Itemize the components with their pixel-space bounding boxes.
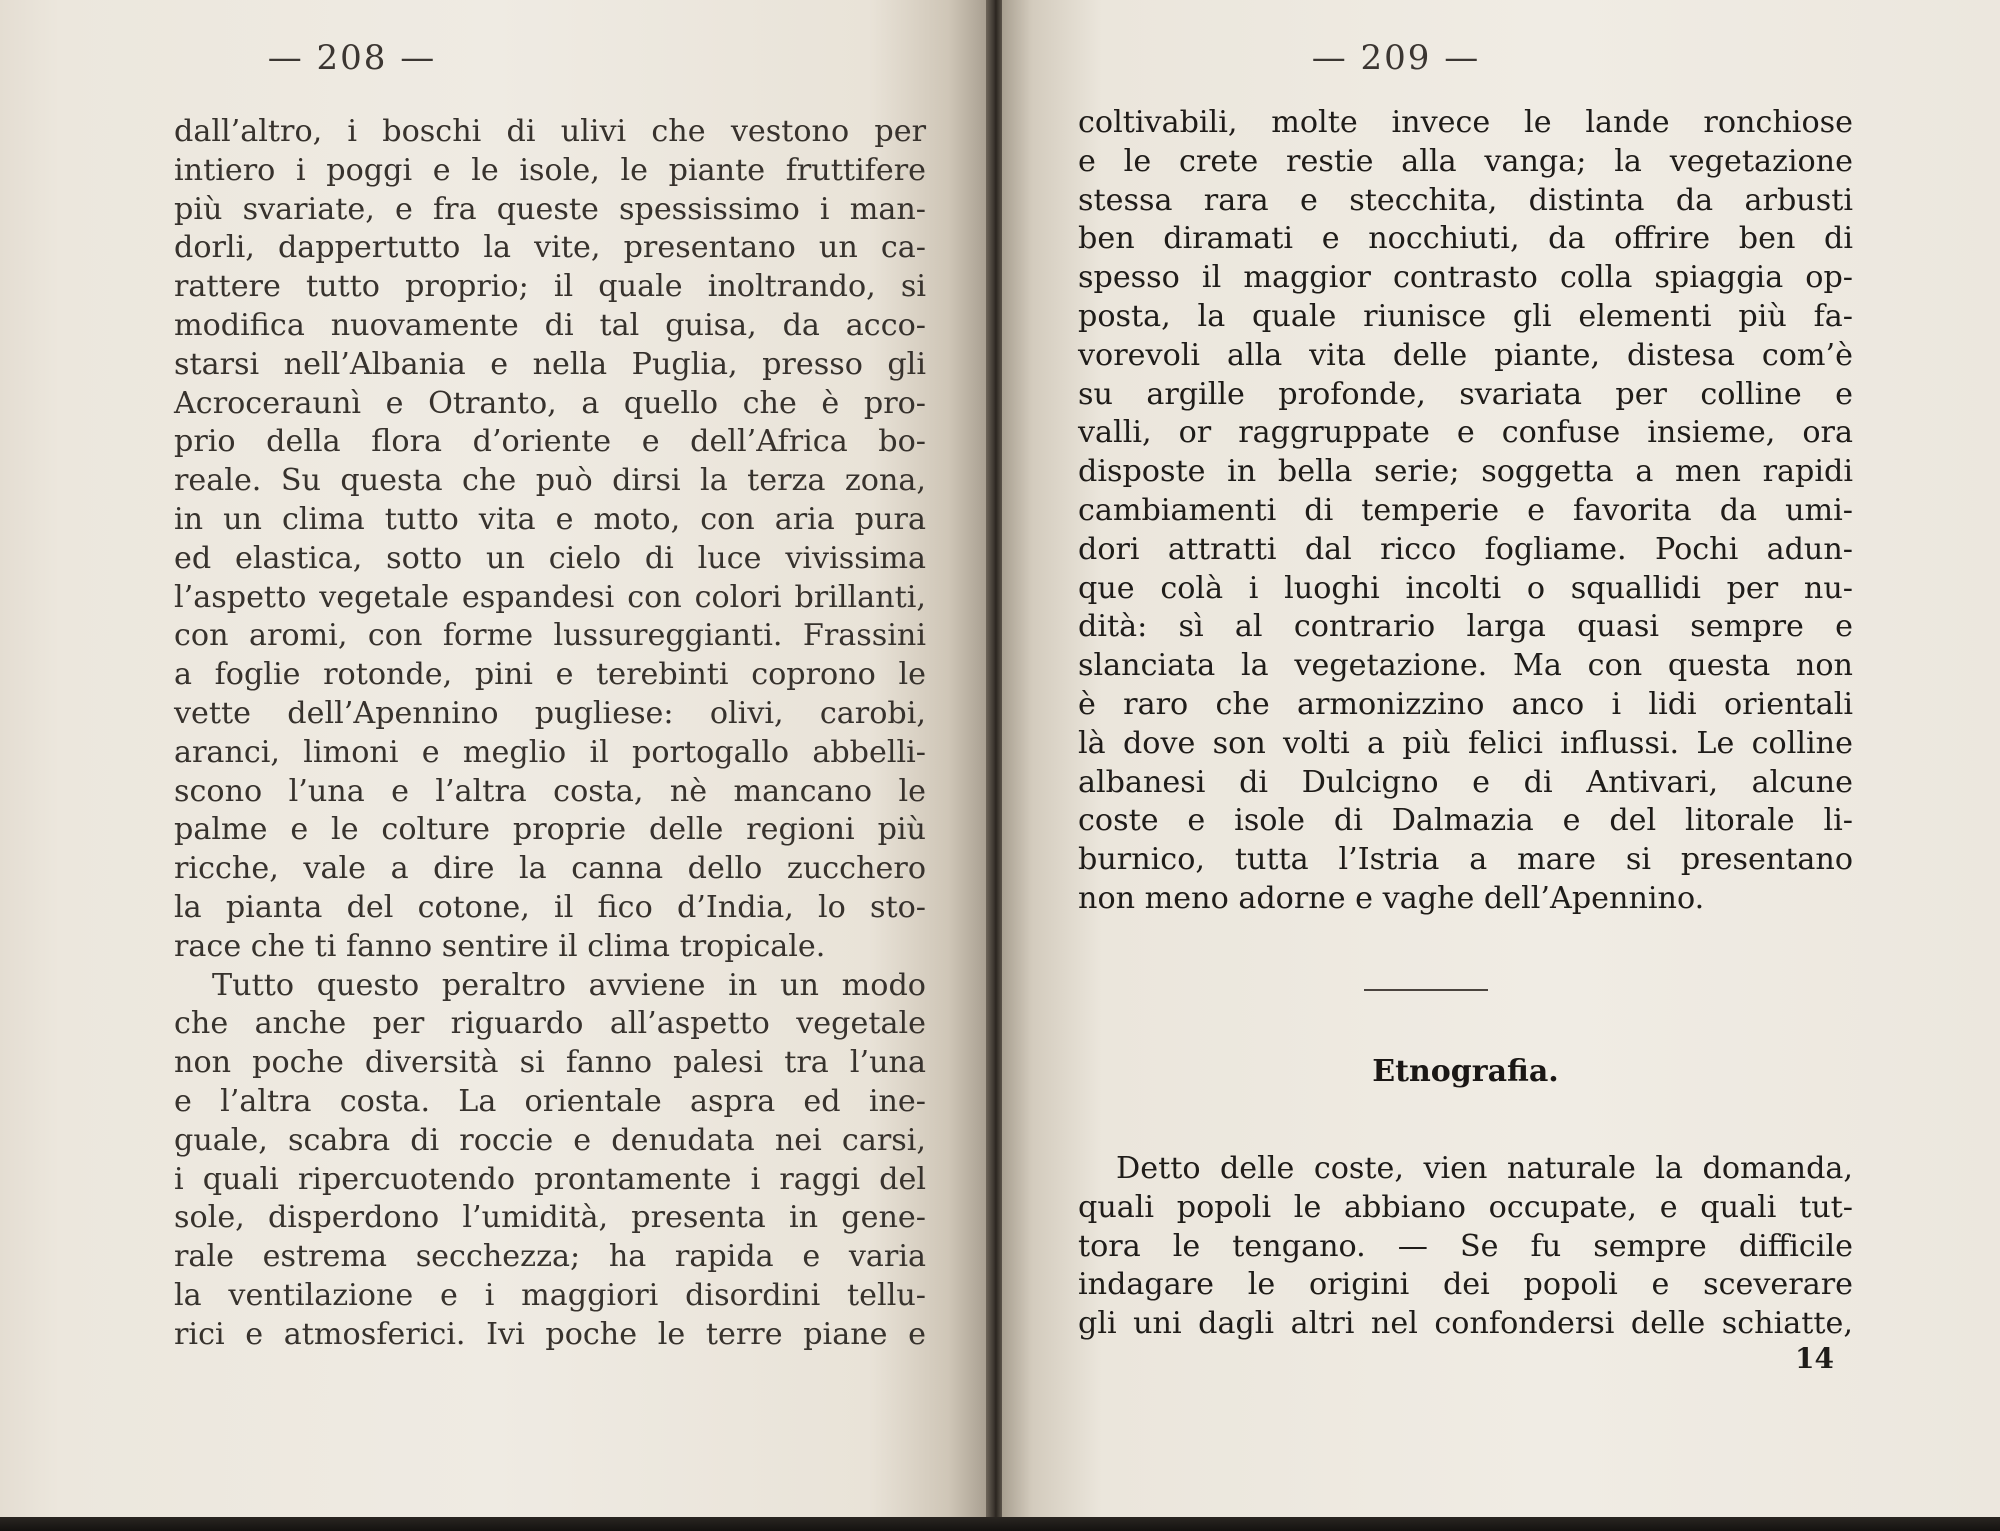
left-page-number: — 208 — bbox=[267, 38, 437, 78]
text-line: quali popoli le abbiano occupate, e quali tut- bbox=[1078, 1189, 1853, 1225]
right-page-text bbox=[1078, 104, 1853, 919]
text-line: disposte in bella serie; soggetta a men rapidi bbox=[1078, 454, 1853, 490]
text-line: dorli, dappertutto la vite, presentano un ca- bbox=[174, 230, 926, 266]
text-line: Detto delle coste, vien naturale la domanda, bbox=[1116, 1151, 1853, 1186]
text-line: in un clima tutto vita e moto, con aria pura bbox=[174, 501, 926, 537]
text-line: rale estrema secchezza; ha rapida e varia bbox=[174, 1239, 926, 1275]
text-line: vette dell’Apennino pugliese: olivi, carobi, bbox=[174, 695, 926, 731]
text-line: non meno adorne e vaghe dell’Apennino. bbox=[1078, 880, 1705, 916]
text-line: stessa rara e stecchita, distinta da arbusti bbox=[1078, 182, 1853, 218]
text-line: su argille profonde, svariata per colline e bbox=[1078, 376, 1853, 412]
text-line: cambiamenti di temperie e favorita da umi- bbox=[1078, 492, 1853, 528]
text-line: reale. Su questa che può dirsi la terza zona, bbox=[174, 463, 926, 499]
text-line: vorevoli alla vita delle piante, distesa com’è bbox=[1078, 337, 1853, 373]
text-line: Acroceraunì e Otranto, a quello che è pro- bbox=[174, 385, 926, 421]
left-page-text bbox=[174, 113, 926, 1355]
section-heading: Etnografia. bbox=[1372, 1054, 1559, 1089]
text-line: ed elastica, sotto un cielo di luce vivissima bbox=[174, 540, 926, 576]
text-line: rattere tutto proprio; il quale inoltrando, si bbox=[174, 269, 926, 305]
text-line: i quali ripercuotendo prontamente i raggi del bbox=[174, 1161, 926, 1197]
text-line: indagare le origini dei popoli e sceverare bbox=[1078, 1267, 1853, 1303]
text-line: posta, la quale riunisce gli elementi più fa- bbox=[1078, 298, 1853, 334]
text-line: la pianta del cotone, il fico d’India, lo sto- bbox=[174, 889, 926, 925]
text-line: aranci, limoni e meglio il portogallo abbelli- bbox=[174, 734, 926, 770]
text-line: coste e isole di Dalmazia e del litorale li- bbox=[1078, 803, 1853, 839]
book-bottom-edge bbox=[0, 1517, 2000, 1531]
text-line: che anche per riguardo all’aspetto vegetale bbox=[174, 1006, 926, 1042]
text-line: modifica nuovamente di tal guisa, da acco- bbox=[174, 307, 926, 343]
text-line: l’aspetto vegetale espandesi con colori brillanti, bbox=[174, 579, 926, 615]
right-page bbox=[1002, 0, 2000, 1531]
text-line: più svariate, e fra queste spessissimo i man- bbox=[174, 191, 926, 227]
text-line: ben diramati e nocchiuti, da offrire ben di bbox=[1078, 221, 1853, 257]
signature-mark: 14 bbox=[1795, 1342, 1834, 1375]
text-line: starsi nell’Albania e nella Puglia, presso gli bbox=[174, 346, 926, 382]
left-page bbox=[0, 0, 988, 1531]
text-line: e le crete restie alla vanga; la vegetazione bbox=[1078, 143, 1853, 179]
text-line: dità: sì al contrario larga quasi sempre e bbox=[1078, 609, 1853, 645]
text-line: guale, scabra di roccie e denudata nei carsi, bbox=[174, 1122, 926, 1158]
text-line: que colà i luoghi incolti o squallidi per nu- bbox=[1078, 570, 1853, 606]
right-page-text-section bbox=[1078, 1150, 1853, 1344]
text-line: gli uni dagli altri nel confondersi delle schiatte, bbox=[1078, 1306, 1853, 1342]
text-line: e l’altra costa. La orientale aspra ed ine- bbox=[174, 1083, 926, 1119]
text-line: coltivabili, molte invece le lande ronchiose bbox=[1078, 105, 1853, 140]
text-line: Tutto questo peraltro avviene in un modo bbox=[212, 967, 926, 1003]
text-line: race che ti fanno sentire il clima tropicale. bbox=[174, 928, 826, 964]
section-divider bbox=[1364, 989, 1488, 991]
text-line: sole, disperdono l’umidità, presenta in gene- bbox=[174, 1200, 926, 1236]
text-line: la ventilazione e i maggiori disordini tellu- bbox=[174, 1277, 926, 1313]
text-line: intiero i poggi e le isole, le piante fruttifere bbox=[174, 152, 926, 188]
text-line: scono l’una e l’altra costa, nè mancano le bbox=[174, 773, 926, 809]
text-line: prio della flora d’oriente e dell’Africa bo- bbox=[174, 424, 926, 460]
text-line: valli, or raggruppate e confuse insieme, ora bbox=[1078, 415, 1853, 451]
text-line: là dove son volti a più felici influssi. Le colline bbox=[1078, 725, 1853, 761]
text-line: burnico, tutta l’Istria a mare si presentano bbox=[1078, 842, 1853, 878]
text-line: albanesi di Dulcigno e di Antivari, alcune bbox=[1078, 764, 1853, 800]
text-line: a foglie rotonde, pini e terebinti coprono le bbox=[174, 657, 926, 693]
text-line: dori attratti dal ricco fogliame. Pochi adun- bbox=[1078, 531, 1853, 567]
text-line: palme e le colture proprie delle regioni più bbox=[174, 812, 926, 848]
text-line: è raro che armonizzino anco i lidi orientali bbox=[1078, 686, 1853, 722]
text-line: ricche, vale a dire la canna dello zucchero bbox=[174, 851, 926, 887]
right-page-number: — 209 — bbox=[1311, 38, 1481, 78]
text-line: con aromi, con forme lussureggianti. Frassini bbox=[174, 618, 926, 654]
text-line: rici e atmosferici. Ivi poche le terre piane e bbox=[174, 1316, 926, 1352]
text-line: spesso il maggior contrasto colla spiaggia op- bbox=[1078, 260, 1853, 296]
text-line: non poche diversità si fanno palesi tra l’una bbox=[174, 1045, 926, 1081]
text-line: tora le tengano. — Se fu sempre difficile bbox=[1078, 1228, 1853, 1264]
text-line: dall’altro, i boschi di ulivi che vestono per bbox=[174, 114, 926, 149]
text-line: slanciata la vegetazione. Ma con questa non bbox=[1078, 648, 1853, 684]
